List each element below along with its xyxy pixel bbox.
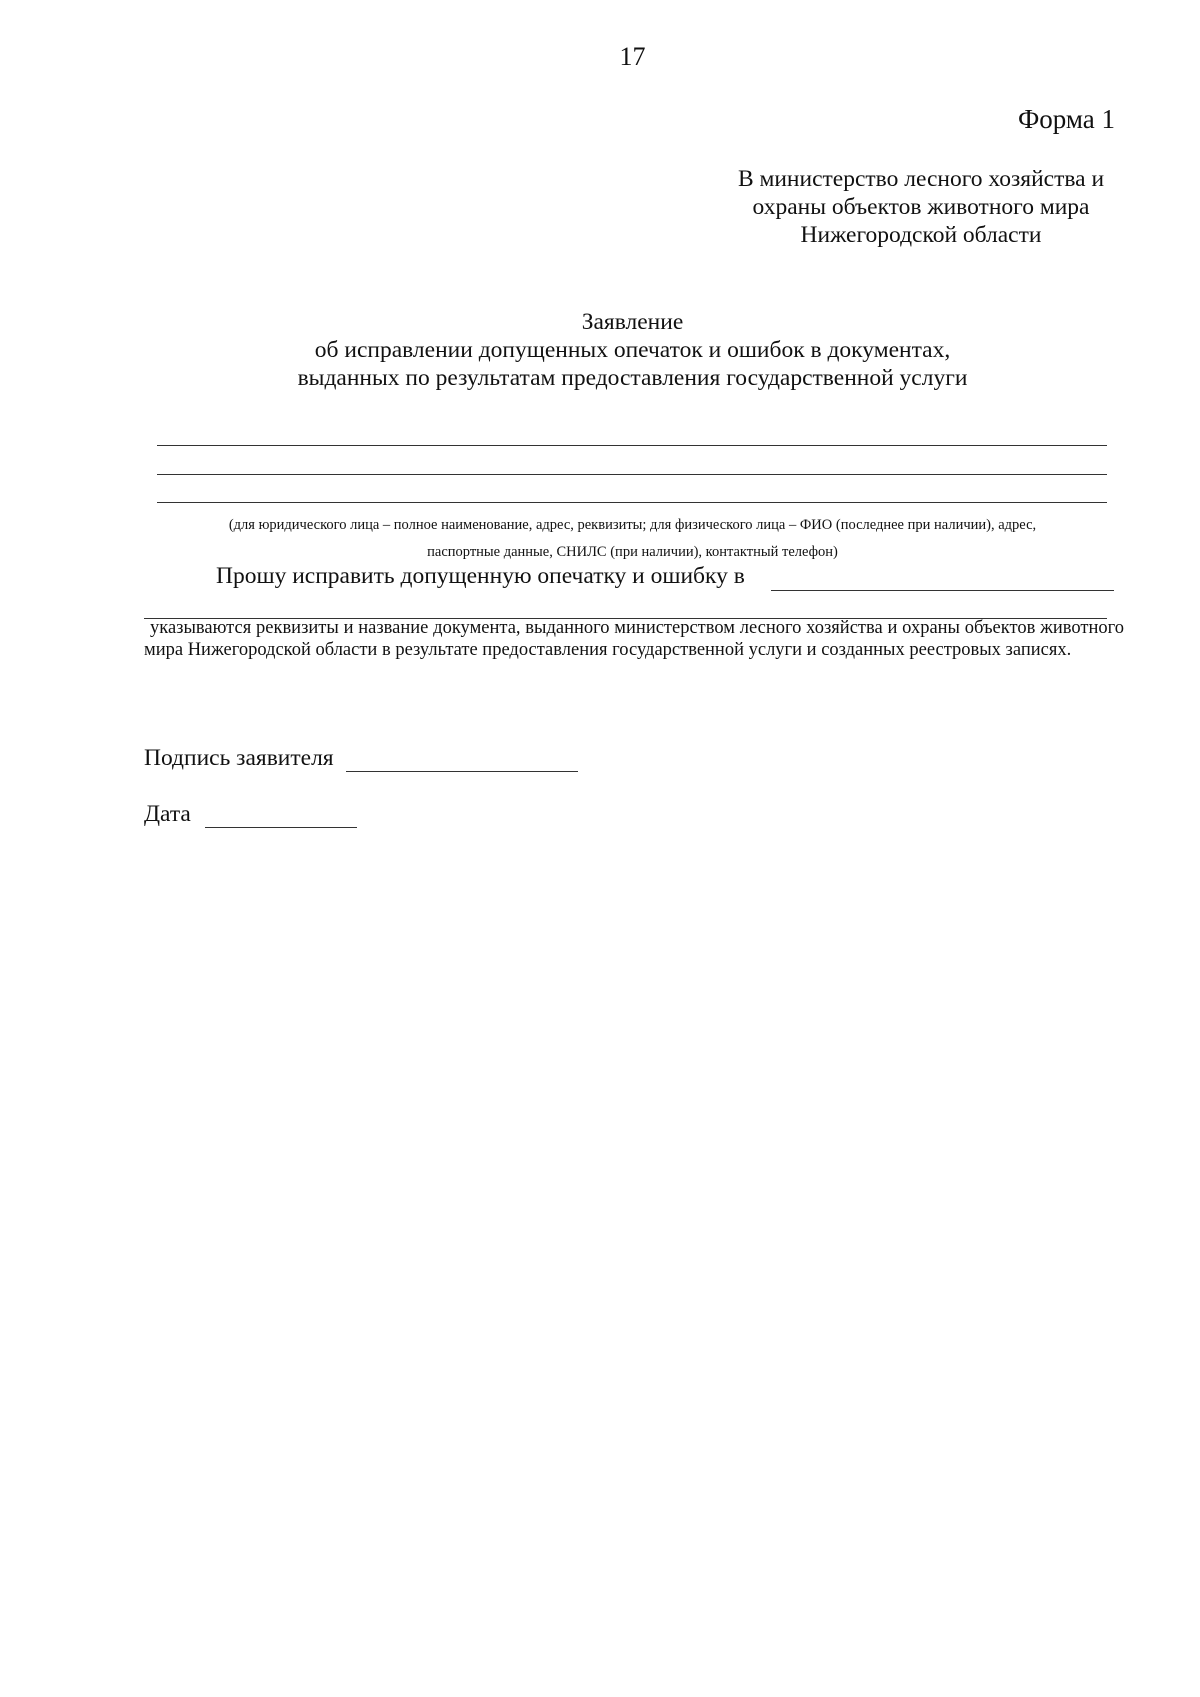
request-hint: указываются реквизиты и название документа, выданного министерством лесного хозяйства и охраны объектов животного мира Нижегородской области в результате предоставления государственной услуги и созданных реестровых записях. — [144, 618, 1124, 660]
title-line: выданных по результатам предоставления государственной услуги — [297, 365, 968, 391]
addressee-block — [705, 165, 1137, 249]
signature-input-line[interactable] — [346, 771, 578, 772]
page-number: 17 — [619, 42, 646, 71]
signature-label: Подпись заявителя — [144, 745, 334, 771]
applicant-input-line[interactable] — [157, 474, 1107, 475]
form-label: Форма 1 — [1017, 104, 1115, 134]
applicant-hint: паспортные данные, СНИЛС (при наличии), контактный телефон) — [427, 544, 838, 560]
applicant-input-line[interactable] — [157, 445, 1107, 446]
addressee-line: В министерство лесного хозяйства и — [737, 166, 1105, 192]
addressee-line: охраны объектов животного мира — [752, 194, 1090, 220]
document-title — [145, 308, 1120, 392]
addressee-line: Нижегородской области — [800, 222, 1042, 248]
request-text: Прошу исправить допущенную опечатку и ошибку в — [216, 563, 745, 589]
date-input-line[interactable] — [205, 827, 357, 828]
applicant-input-line[interactable] — [157, 502, 1107, 503]
date-label: Дата — [144, 801, 191, 827]
title-line: об исправлении допущенных опечаток и ошибок в документах, — [314, 337, 951, 363]
applicant-hint: (для юридического лица – полное наименование, адрес, реквизиты; для физического лица – ФИО (последнее при наличии), адрес, — [228, 517, 1037, 533]
title-line: Заявление — [581, 309, 684, 335]
request-document-input-line[interactable] — [771, 590, 1114, 591]
